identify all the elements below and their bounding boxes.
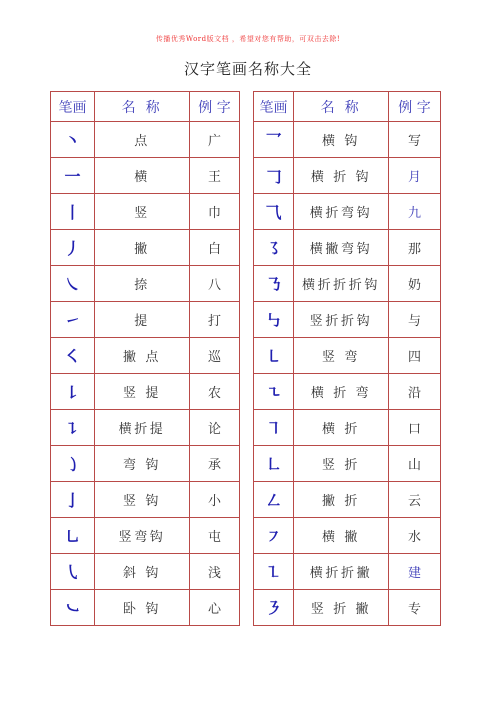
- table-row: [51, 518, 441, 554]
- table-gap: [240, 482, 254, 518]
- example-char-left: 论: [190, 410, 240, 446]
- example-char-right: 四: [389, 338, 441, 374]
- stroke-glyph-right: ㇡: [254, 266, 294, 302]
- stroke-glyph-left: ㇊: [51, 410, 95, 446]
- example-char-left: 巾: [190, 194, 240, 230]
- stroke-name-right: 竖折折钩: [294, 302, 389, 338]
- stroke-name-right: 横撇弯钩: [294, 230, 389, 266]
- stroke-name-right: 横折折折钩: [294, 266, 389, 302]
- watermark-text: 传播优秀Word版文档 ，希望对您有帮助，可双击去除!: [155, 35, 341, 43]
- stroke-name-left: 斜 钩: [95, 554, 190, 590]
- table-gap: [240, 302, 254, 338]
- table-row: [51, 446, 441, 482]
- example-char-left: 浅: [190, 554, 240, 590]
- table-row: [51, 590, 441, 626]
- table-gap: [240, 518, 254, 554]
- stroke-glyph-right: ⺄: [254, 194, 294, 230]
- example-char-left: 小: [190, 482, 240, 518]
- stroke-glyph-left: ㇙: [51, 374, 95, 410]
- stroke-glyph-right: ㇕: [254, 410, 294, 446]
- stroke-name-left: 捺: [95, 266, 190, 302]
- table-gap: [240, 92, 254, 122]
- example-char-left: 王: [190, 158, 240, 194]
- example-char-right: 写: [389, 122, 441, 158]
- example-char-left: 心: [190, 590, 240, 626]
- table-gap: [240, 158, 254, 194]
- stroke-glyph-left: 一: [51, 158, 95, 194]
- stroke-name-left: 竖弯钩: [95, 518, 190, 554]
- stroke-name-right: 横 钩: [294, 122, 389, 158]
- table-row: [51, 230, 441, 266]
- table-row: [51, 302, 441, 338]
- stroke-table: [50, 91, 441, 626]
- stroke-glyph-right: ㇋: [254, 590, 294, 626]
- stroke-name-left: 撇 点: [95, 338, 190, 374]
- example-char-right: 水: [389, 518, 441, 554]
- table-row: [51, 194, 441, 230]
- example-char-right: 建: [389, 554, 441, 590]
- example-char-right: 山: [389, 446, 441, 482]
- table-header-row: [51, 92, 441, 122]
- stroke-name-left: 弯 钩: [95, 446, 190, 482]
- example-char-right: 云: [389, 482, 441, 518]
- document-title: 汉字笔画名称大全: [183, 60, 312, 78]
- stroke-glyph-left: 丿: [51, 230, 95, 266]
- example-char-right: 九: [389, 194, 441, 230]
- stroke-name-left: 卧 钩: [95, 590, 190, 626]
- stroke-glyph-left: ㇛: [51, 338, 95, 374]
- stroke-name-right: 横 折 弯: [294, 374, 389, 410]
- example-char-right: 奶: [389, 266, 441, 302]
- example-char-right: 口: [389, 410, 441, 446]
- example-char-left: 承: [190, 446, 240, 482]
- stroke-glyph-left: ㇁: [51, 446, 95, 482]
- stroke-name-right: 撇 折: [294, 482, 389, 518]
- stroke-glyph-right: ㇅: [254, 554, 294, 590]
- example-char-left: 白: [190, 230, 240, 266]
- stroke-name-right: 竖 折: [294, 446, 389, 482]
- stroke-name-left: 提: [95, 302, 190, 338]
- stroke-name-right: 横折折撇: [294, 554, 389, 590]
- table-gap: [240, 446, 254, 482]
- table-row: [51, 158, 441, 194]
- example-char-left: 巡: [190, 338, 240, 374]
- example-char-right: 专: [389, 590, 441, 626]
- stroke-name-right: 竖 弯: [294, 338, 389, 374]
- table-gap: [240, 590, 254, 626]
- stroke-glyph-left: 丨: [51, 194, 95, 230]
- stroke-glyph-right: ㇄: [254, 338, 294, 374]
- example-char-left: 广: [190, 122, 240, 158]
- table-body: [51, 122, 441, 626]
- stroke-name-left: 竖 钩: [95, 482, 190, 518]
- table-gap: [240, 554, 254, 590]
- stroke-glyph-right: ㇌: [254, 230, 294, 266]
- table-row: [51, 410, 441, 446]
- stroke-glyph-left: ㇏: [51, 266, 95, 302]
- example-char-left: 打: [190, 302, 240, 338]
- table-gap: [240, 266, 254, 302]
- stroke-glyph-left: 亅: [51, 482, 95, 518]
- stroke-name-right: 横 折 钩: [294, 158, 389, 194]
- header-name-right: 名 称: [294, 92, 389, 122]
- stroke-glyph-left: 丶: [51, 122, 95, 158]
- stroke-glyph-left: ㇀: [51, 302, 95, 338]
- stroke-name-right: 横 撇: [294, 518, 389, 554]
- header-stroke-left: 笔画: [51, 92, 95, 122]
- stroke-name-left: 竖: [95, 194, 190, 230]
- stroke-name-left: 横折提: [95, 410, 190, 446]
- example-char-left: 农: [190, 374, 240, 410]
- header-example-right: 例 字: [389, 92, 441, 122]
- example-char-right: 月: [389, 158, 441, 194]
- table-row: [51, 374, 441, 410]
- table-row: [51, 482, 441, 518]
- table-gap: [240, 122, 254, 158]
- stroke-glyph-right: ㇇: [254, 518, 294, 554]
- table-row: [51, 554, 441, 590]
- stroke-name-left: 横: [95, 158, 190, 194]
- stroke-glyph-right: 𠃌: [254, 158, 294, 194]
- table-gap: [240, 374, 254, 410]
- header-stroke-right: 笔画: [254, 92, 294, 122]
- example-char-right: 那: [389, 230, 441, 266]
- table-row: [51, 338, 441, 374]
- stroke-name-left: 点: [95, 122, 190, 158]
- stroke-glyph-right: ㇗: [254, 446, 294, 482]
- stroke-name-right: 横折弯钩: [294, 194, 389, 230]
- stroke-glyph-left: ㇃: [51, 590, 95, 626]
- table-gap: [240, 338, 254, 374]
- header-example-left: 例 字: [190, 92, 240, 122]
- table-row: [51, 122, 441, 158]
- example-char-left: 屯: [190, 518, 240, 554]
- table-gap: [240, 194, 254, 230]
- stroke-glyph-right: ㇉: [254, 302, 294, 338]
- stroke-glyph-right: ㇜: [254, 482, 294, 518]
- stroke-name-left: 竖 提: [95, 374, 190, 410]
- header-name-left: 名 称: [95, 92, 190, 122]
- table-gap: [240, 230, 254, 266]
- stroke-name-left: 撇: [95, 230, 190, 266]
- example-char-left: 八: [190, 266, 240, 302]
- stroke-name-right: 竖 折 撇: [294, 590, 389, 626]
- table-row: [51, 266, 441, 302]
- stroke-name-right: 横 折: [294, 410, 389, 446]
- example-char-right: 与: [389, 302, 441, 338]
- stroke-glyph-left: ㇂: [51, 554, 95, 590]
- stroke-glyph-right: 乛: [254, 122, 294, 158]
- stroke-glyph-left: ㇟: [51, 518, 95, 554]
- example-char-right: 沿: [389, 374, 441, 410]
- stroke-glyph-right: ㇍: [254, 374, 294, 410]
- table-gap: [240, 410, 254, 446]
